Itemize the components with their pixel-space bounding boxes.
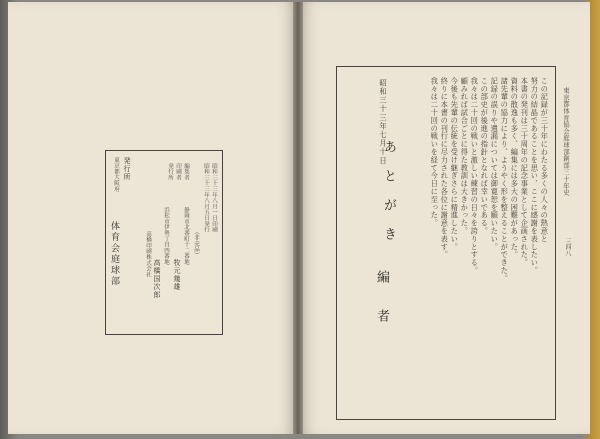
body-line: 今後も先輩の伝統を受け継ぎさらに精進したい。 [450,77,460,251]
editor-name: 牧元幾雄 [173,259,181,291]
editor-label: 編集者 [183,163,189,181]
issued-date: 昭和三十三年八月五日発行 [203,163,209,233]
publisher-header: 発行所 [123,157,131,181]
printer-label: 印刷者 [175,163,181,181]
afterword-frame [336,66,556,420]
issuer-label: 発行所 [167,163,173,181]
body-line: 本書の発刊は三十周年の記念事業として企画された。 [520,77,530,267]
body-line: この部史が後進の指針となれば幸いである。 [480,77,490,235]
price-note: （非売品） [193,229,199,258]
publisher-address: 東京都大阪府 [113,157,119,192]
printer-address: 浜松市伊勢丁目四番地 [163,207,169,265]
body-line: 資料の散逸も多く、編集には多大の困難があった。 [510,77,520,259]
afterword-author: 編者 [374,270,389,348]
printer-name: 高橋国次郎 [153,259,161,299]
body-line: この記録が三十年にわたる多くの人々の熱意と [540,77,550,243]
body-line: 記録の誤りや遺漏については御寛恕を願いたい。 [490,77,500,251]
afterword-date: 昭和三十三年七月十日 [379,79,388,165]
colophon-box [105,150,223,335]
printing-house: 高橋印刷株式会社 [145,231,151,278]
printed-date: 昭和三十三年八月一日印刷 [211,163,217,233]
book-gutter [293,2,303,434]
body-line: 我々は二十回の戦いを経て今日に至った。 [430,77,440,228]
editor-address: 静岡市北番町十二番地 [183,207,189,265]
publisher-name: 体育会庭球部 [109,221,119,287]
series-title: 東京都体育協会庭球部創部三十年史 [562,87,570,196]
body-line: 諸先輩の協力により、ようやく形を整えることができた。 [500,77,510,283]
body-line: 終りに本書の刊行に尽力された各位に謝意を表す。 [440,77,450,259]
body-line: 努力の結晶であることを思い、ここに感謝を表したい。 [530,77,540,275]
body-line: 顧みれば試合ごとに得た教訓は大きかった。 [460,77,470,235]
page-number: 三四八 [564,238,571,256]
body-line: 我々は二十回の戦いと激しい練習の日々を誇りとする。 [470,77,480,275]
afterword-title: あとがき [381,140,396,256]
